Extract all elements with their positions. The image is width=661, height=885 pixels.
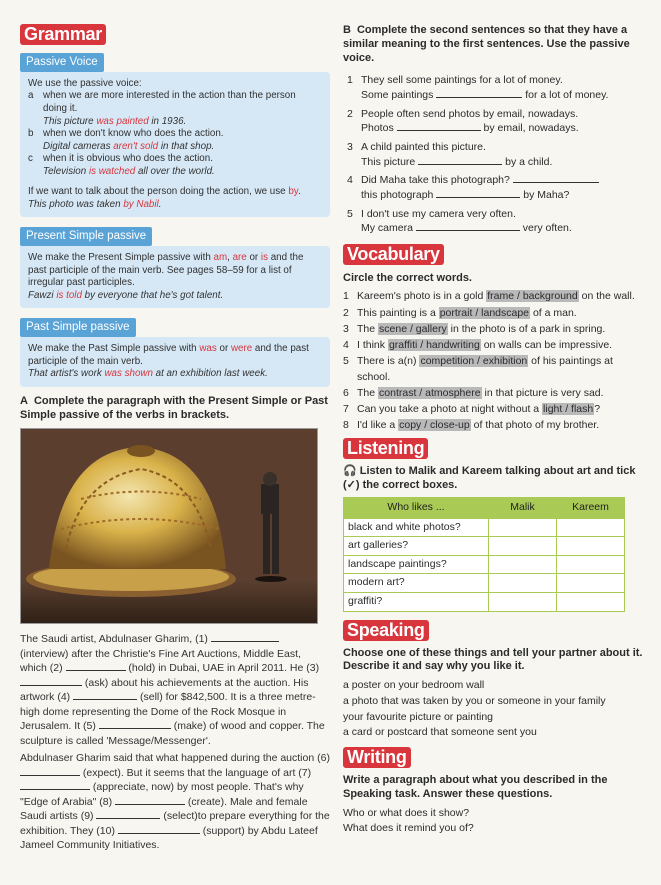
list-item	[343, 107, 643, 136]
list-item: a card or postcard that someone sent you	[343, 726, 537, 739]
vocabulary-heading: Vocabulary	[343, 244, 444, 265]
tick-box-kareem[interactable]	[557, 555, 625, 574]
ex-highlight: was painted	[96, 115, 149, 127]
s2-text: by a child.	[502, 155, 553, 168]
item-number: 7	[343, 402, 349, 415]
passive-voice-section	[20, 51, 330, 217]
rule-text: We make the Past Simple passive with	[28, 343, 200, 355]
item-number: 8	[343, 419, 349, 432]
s2-text: by email, nowadays.	[480, 122, 579, 135]
left-column	[20, 24, 330, 856]
list-item	[343, 338, 643, 353]
table-row	[344, 574, 625, 593]
list-item	[343, 322, 643, 337]
writing-list	[343, 806, 643, 838]
list-item: your favourite picture or painting	[343, 710, 493, 723]
word-choice[interactable]: contrast / atmosphere	[379, 386, 481, 399]
answer-blank[interactable]	[397, 121, 481, 131]
blank-6[interactable]	[20, 766, 80, 776]
task-b-list	[343, 73, 643, 236]
word-choice[interactable]: copy / close-up	[399, 419, 470, 432]
list-item	[343, 73, 643, 102]
list-item	[343, 289, 643, 304]
speaking-heading: Speaking	[343, 620, 429, 641]
list-item	[343, 306, 643, 321]
item-number: 2	[343, 306, 349, 319]
ex-text: all over the world.	[135, 165, 215, 177]
para-text: (support) by Abdu Lateef Jameel Community Initiatives.	[20, 824, 318, 852]
word-choice[interactable]: portrait / landscape	[439, 306, 530, 319]
blank-8[interactable]	[115, 795, 185, 805]
rule-c-text: when it is obvious who does the action.	[43, 153, 213, 165]
past-simple-passive-tab: Past Simple passive	[20, 318, 136, 337]
list-item: a photo that was taken by you or someone in your family	[343, 694, 606, 707]
header-who-likes: Who likes ...	[344, 497, 489, 518]
item-number: 3	[347, 141, 353, 153]
word-choice[interactable]: competition / exhibition	[420, 355, 528, 368]
keyword-am: am	[213, 252, 228, 264]
para-text: (hold) in Dubai, UAE in April 2011. He (3)	[125, 662, 320, 675]
rule-text: We make the Present Simple passive with	[28, 252, 214, 264]
para-text: (expect). But it seems that the language of art (7)	[80, 766, 312, 779]
blank-1[interactable]	[211, 632, 279, 642]
sentence-2	[361, 221, 572, 236]
table-row	[344, 518, 625, 537]
row-label: graffiti?	[344, 593, 489, 612]
present-simple-passive-tab: Present Simple passive	[20, 227, 152, 246]
vocab-text: There is a(n)	[357, 355, 420, 368]
past-simple-passive-box	[20, 337, 330, 387]
rule-b-label: b	[28, 128, 34, 140]
ex-highlight: was shown	[104, 368, 153, 380]
s2-text: Photos	[361, 122, 397, 135]
writing-heading: Writing	[343, 747, 411, 768]
ex-text: This photo was taken	[28, 198, 124, 210]
answer-blank[interactable]	[436, 88, 522, 98]
list-item: What does it remind you of?	[343, 822, 474, 835]
ex-highlight: is told	[56, 289, 82, 301]
rule-a-text: when we are more interested in the action than the person doing it.	[43, 90, 296, 114]
tick-box-kareem[interactable]	[557, 574, 625, 593]
answer-blank[interactable]	[436, 188, 520, 198]
item-number: 5	[347, 207, 353, 220]
rule-b-text: when we don't know who does the action.	[43, 128, 224, 140]
tick-box-malik[interactable]	[489, 555, 557, 574]
sentence-2	[361, 188, 599, 203]
row-label: black and white photos?	[344, 518, 489, 537]
ex-text: in 1936.	[148, 115, 187, 127]
present-rule	[28, 252, 322, 290]
by-text: If we want to talk about the person doing the action, we use	[28, 186, 289, 198]
vocab-text: I think	[357, 339, 388, 352]
vocab-text: in the photo is of a park in spring.	[447, 322, 606, 335]
tick-box-kareem[interactable]	[557, 518, 625, 537]
vocab-text: This painting is a	[357, 306, 439, 319]
sculpture-photo	[20, 428, 318, 624]
sentence-1: A child painted this picture.	[361, 141, 486, 153]
vocab-text: Can you take a photo at night without a	[357, 402, 543, 415]
para-text: Abdulnaser Gharim said that what happened during the auction (6)	[20, 752, 330, 765]
row-label: modern art?	[344, 574, 489, 593]
rule-text: and the past participle of the main verb. See pages 58–59 for a list of irregular past participles.	[28, 252, 304, 289]
rule-c-label: c	[28, 153, 33, 165]
rule-by-example	[28, 199, 322, 212]
keyword-were: were	[230, 343, 253, 355]
rule-a-example	[28, 116, 322, 129]
answer-blank[interactable]	[418, 155, 502, 165]
grammar-heading: Grammar	[20, 24, 106, 45]
list-item	[343, 173, 643, 202]
sentence-1: People often send photos by email, nowadays.	[361, 107, 579, 120]
sentence-1: They sell some paintings for a lot of money.	[361, 74, 563, 87]
ex-highlight: aren't sold	[113, 140, 159, 152]
s2-text: Some paintings	[361, 88, 437, 101]
list-item	[343, 207, 643, 236]
tick-box-kareem[interactable]	[557, 537, 625, 556]
para-text: (ask) about his achievements at the auction. His artwork (4)	[20, 676, 309, 704]
passive-voice-box	[20, 72, 330, 217]
para-text: (create). Male and female Saudi artists (9)	[20, 795, 308, 823]
answer-blank[interactable]	[513, 173, 599, 183]
ex-text: Digital cameras	[43, 140, 114, 152]
rule-text: or	[246, 252, 261, 264]
s2-text: this photograph	[361, 189, 437, 202]
vocab-text: on walls can be impressive.	[480, 339, 613, 352]
blank-10[interactable]	[118, 824, 200, 834]
vocabulary-instruction: Circle the correct words.	[343, 272, 472, 285]
para-text: (sell) for $842,500. It is a three metre-high dome representing the Dome of the Rock Mosque in Jerusalem. It (5)	[20, 691, 316, 733]
headphones-icon: 🎧	[343, 465, 357, 478]
para-text: (select)to prepare everything for the exhibition. They (10)	[20, 810, 330, 837]
vocab-text: ?	[594, 402, 601, 415]
vocab-text: in that picture is very sad.	[481, 386, 604, 399]
item-number: 5	[343, 355, 349, 368]
ex-text: by everyone that he's got talent.	[81, 289, 224, 301]
task-b-letter: B	[343, 24, 351, 36]
vocab-text: of a man.	[530, 306, 577, 319]
ex-text: Television	[43, 165, 89, 177]
task-a-title	[20, 395, 330, 423]
list-item: Who or what does it show?	[343, 806, 470, 819]
by-highlight: by	[288, 186, 298, 198]
word-choice[interactable]: light / flash	[543, 402, 594, 415]
vocab-text: of his paintings at school.	[357, 355, 613, 383]
ex-text: That artist's work	[28, 368, 105, 380]
sentence-2	[361, 88, 608, 103]
table-row	[344, 593, 625, 612]
who-likes-table	[343, 497, 625, 612]
rule-text: ,	[227, 252, 233, 264]
past-simple-passive-section	[20, 316, 330, 387]
present-example	[28, 290, 322, 303]
list-item	[343, 386, 643, 401]
ex-highlight: is watched	[88, 165, 136, 177]
keyword-is: is	[260, 252, 268, 264]
rule-b	[28, 128, 322, 141]
present-simple-passive-box	[20, 246, 330, 308]
listening-instruction-text: Listen to Malik and Kareem talking about art and tick (✓) the correct boxes.	[343, 465, 636, 492]
item-number: 6	[343, 386, 349, 399]
task-a-paragraph	[20, 632, 330, 852]
row-label: art galleries?	[344, 537, 489, 556]
sentence-1	[361, 173, 599, 188]
s2-text: for a lot of money.	[522, 88, 609, 101]
vocab-text: The	[357, 322, 379, 335]
rule-text: and the past participle of the main verb.	[28, 343, 309, 367]
task-b-title	[343, 24, 643, 65]
word-choice[interactable]: graffiti / handwriting	[388, 339, 480, 352]
paragraph-2	[20, 751, 330, 852]
s1-text: Did Maha take this photograph?	[361, 174, 513, 187]
speaking-list	[343, 678, 643, 741]
item-number: 2	[347, 107, 353, 120]
past-rule	[28, 343, 322, 368]
blank-9[interactable]	[96, 809, 160, 819]
listening-heading: Listening	[343, 438, 428, 459]
past-example	[28, 368, 322, 381]
ex-highlight: by Nabil	[123, 198, 159, 210]
s2-text: This picture	[361, 155, 419, 168]
blank-2[interactable]	[66, 661, 126, 671]
list-item	[343, 402, 643, 417]
rule-b-example	[28, 141, 322, 154]
rule-by	[28, 186, 322, 199]
item-number: 1	[343, 290, 349, 303]
ex-text: at an exhibition last week.	[152, 368, 268, 380]
present-simple-passive-section	[20, 225, 330, 308]
rule-a	[28, 90, 322, 115]
task-a-instruction: Complete the paragraph with the Present Simple or Past Simple passive of the verbs in brackets.	[20, 394, 328, 421]
s2-text: very often.	[519, 222, 572, 235]
tick-box-malik[interactable]	[489, 537, 557, 556]
task-b-instruction: Complete the second sentences so that they have a similar meaning to the first sentences. Use the passive voice.	[343, 24, 630, 64]
tick-box-kareem[interactable]	[557, 593, 625, 612]
header-kareem: Kareem	[557, 497, 625, 518]
blank-7[interactable]	[20, 780, 90, 790]
rule-c-example	[28, 166, 322, 179]
vocab-text: on the wall.	[578, 290, 635, 303]
blank-3[interactable]	[20, 676, 82, 686]
item-number: 1	[347, 74, 353, 87]
tick-box-malik[interactable]	[489, 518, 557, 537]
para-text: (make) of wood and copper. The sculpture is called 'Message/Messenger'.	[20, 720, 325, 747]
header-malik: Malik	[489, 497, 557, 518]
listening-instruction	[343, 465, 643, 493]
item-number: 4	[343, 339, 349, 352]
list-item	[343, 354, 643, 384]
task-a-letter: A	[20, 394, 28, 407]
word-choice[interactable]: frame / background	[487, 290, 578, 303]
rule-text: or	[216, 343, 231, 355]
sentence-2	[361, 155, 552, 170]
passive-intro: We use the passive voice:	[28, 77, 142, 89]
vocabulary-list	[343, 289, 643, 433]
right-column	[343, 24, 643, 837]
sentence-2	[361, 121, 579, 136]
item-number: 4	[347, 174, 353, 187]
blank-4[interactable]	[73, 690, 137, 700]
tick-box-malik[interactable]	[489, 574, 557, 593]
ex-text: in that shop.	[158, 140, 215, 152]
item-number: 3	[343, 322, 349, 335]
row-label: landscape paintings?	[344, 555, 489, 574]
rule-c	[28, 153, 322, 166]
vocab-text: I'd like a	[357, 419, 399, 432]
table-row	[344, 555, 625, 574]
paragraph-1	[20, 632, 330, 748]
rule-a-label: a	[28, 90, 34, 102]
vocab-text: Kareem's photo is in a gold	[357, 290, 487, 303]
list-item	[343, 140, 643, 169]
speaking-instruction: Choose one of these things and tell your partner about it. Describe it and say why you like it.	[343, 646, 643, 673]
blank-5[interactable]	[99, 719, 171, 729]
keyword-are: are	[232, 252, 247, 264]
para-text: The Saudi artist, Abdulnaser Gharim, (1)	[20, 633, 211, 646]
para-text: (interview) after the Christie's Fine Art Auctions, Middle East, which (2)	[20, 647, 301, 675]
tick-box-malik[interactable]	[489, 593, 557, 612]
vocab-text: of that photo of my brother.	[470, 419, 600, 432]
s2-text: by Maha?	[520, 189, 570, 202]
s2-text: My camera	[361, 222, 416, 235]
vocab-text: The	[357, 386, 379, 399]
sentence-1: I don't use my camera very often.	[361, 207, 516, 220]
answer-blank[interactable]	[416, 221, 520, 231]
ex-text: .	[158, 198, 162, 210]
writing-instruction: Write a paragraph about what you described in the Speaking task. Answer these questions.	[343, 774, 608, 800]
ex-text: This picture	[43, 115, 97, 127]
dome-sculpture-image	[21, 429, 318, 624]
list-item: a poster on your bedroom wall	[343, 679, 485, 692]
passive-voice-tab: Passive Voice	[20, 53, 104, 72]
list-item	[343, 418, 643, 433]
by-text: .	[297, 186, 301, 198]
word-choice[interactable]: scene / gallery	[379, 322, 447, 335]
table-row	[344, 537, 625, 556]
ex-text: Fawzi	[28, 289, 57, 301]
para-text: (appreciate, now) by most people. That's why "Edge of Arabia" (8)	[20, 781, 304, 808]
keyword-was: was	[199, 343, 217, 355]
